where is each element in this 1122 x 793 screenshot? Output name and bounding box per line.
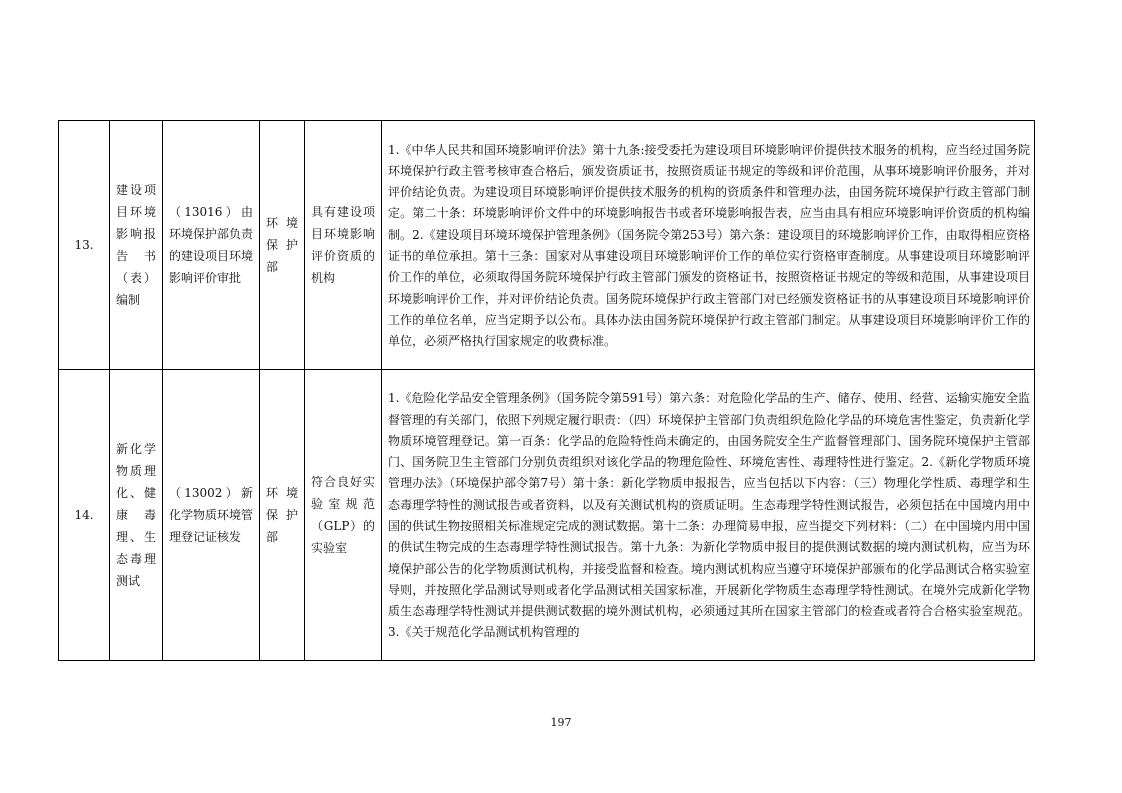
row-number-cell [59,121,110,370]
legal-basis-cell [382,370,1035,661]
qualification-cell [305,370,382,661]
qualification-cell [305,121,382,370]
approval-item: （13016）由环境保护部负责的建设项目环境影响评价审批 [169,205,254,285]
service-item: 新化学物质理化、健康毒理、生态毒理测试 [116,442,156,588]
legal-basis-cell [382,121,1035,370]
table-row [59,370,1035,661]
row-number: 14. [74,508,94,522]
provider-qualification: 符合良好实验室规范（GLP）的实验室 [311,475,375,555]
approval-item-cell [163,121,260,370]
page-number: 197 [550,716,572,729]
legal-basis: 1.《危险化学品安全管理条例》（国务院令第591号）第六条：对危险化学品的生产、储存、使用、经营、运输实施安全监督管理的有关部门，依照下列规定履行职责：（四）环境保护主管部门负责组织危险化学品的环境危害性鉴定，负责新化学物质环境管理登记。第一百条：化学品的危险特性尚未确定的，由国务院安全生产监督管理部门、国务院环境保护主管部门、国务院卫生主管部门分别负责组织对该化学品的物理危险性、环境危害性、毒理特性进行鉴定。2.《新化学物质环境管理办法》（环境保护部令第7号）第十条：新化学物质申报报告，应当包括以下内容：（三）物理化学性质、毒理学和生态毒理学特性的测试报告或者资料，以及有关测试机构的资质证明。生态毒理学特性测试报告，必须包括在中国境内用中国的供试生物按照相关标准规定完成的测试数据。第十二条：办理简易申报，应当提交下列材料：（二）在中国境内用中国的供试生物完成的生态毒理学特性测试报告。第十九条：为新化学物质申报目的提供测试数据的境内测试机构，应当为环境保护部公告的化学物质测试机构，并接受监督和检查。境内测试机构应当遵守环境保护部颁布的化学品测试合格实验室导则，并按照化学品测试导则或者化学品测试相关国家标准，开展新化学物质生态毒理学特性测试。在境外完成新化学物质生态毒理学特性测试并提供测试数据的境外测试机构，必须通过其所在国家主管部门的检查或者符合合格实验室规范。3.《关于规范化学品测试机构管理的 [388,391,1031,640]
service-item-cell [110,121,163,370]
department: 环境保护部 [266,486,298,544]
approval-item: （13002）新化学物质环境管理登记证核发 [169,486,254,544]
legal-basis: 1.《中华人民共和国环境影响评价法》第十九条:接受委托为建设项目环境影响评价提供技术服务的机构，应当经过国务院环境保护行政主管考核审查合格后，颁发资质证书，按照资质证书规定的等级和评价范围，从事环境影响评价服务，并对评价结论负责。为建设项目环境影响评价提供技术服务的机构的资质条件和管理办法，由国务院环境保护行政主管部门制定。第二十条：环境影响评价文件中的环境影响报告书或者环境影响报告表，应当由具有相应环境影响评价资质的机构编制。2.《建设项目环境环境保护管理条例》（国务院令第253号）第六条：建设项目的环境影响评价工作，由取得相应资格证书的单位承担。第十三条：国家对从事建设项目环境影响评价工作的单位实行资格审查制度。从事建设项目环境影响评价工作的单位，必须取得国务院环境保护行政主管部门颁发的资格证书，按照资格证书规定的等级和范围，从事建设项目环境影响评价工作，并对评价结论负责。国务院环境保护行政主管部门对已经颁发资格证书的从事建设项目环境影响评价工作的单位名单，应当定期予以公布。具体办法由国务院环境保护行政主管部门制定。从事建设项目环境影响评价工作的单位，必须严格执行国家规定的收费标准。 [388,142,1030,349]
department: 环境保护部 [266,216,298,274]
row-number: 13. [74,238,94,252]
department-cell [260,121,305,370]
service-item: 建设项目环境影响报告书（表）编制 [116,183,156,307]
row-number-cell [59,370,110,661]
provider-qualification: 具有建设项目环境影响评价资质的机构 [311,205,375,285]
table-row [59,121,1035,370]
regulation-table [58,120,1035,661]
department-cell [260,370,305,661]
service-item-cell [110,370,163,661]
approval-item-cell [163,370,260,661]
